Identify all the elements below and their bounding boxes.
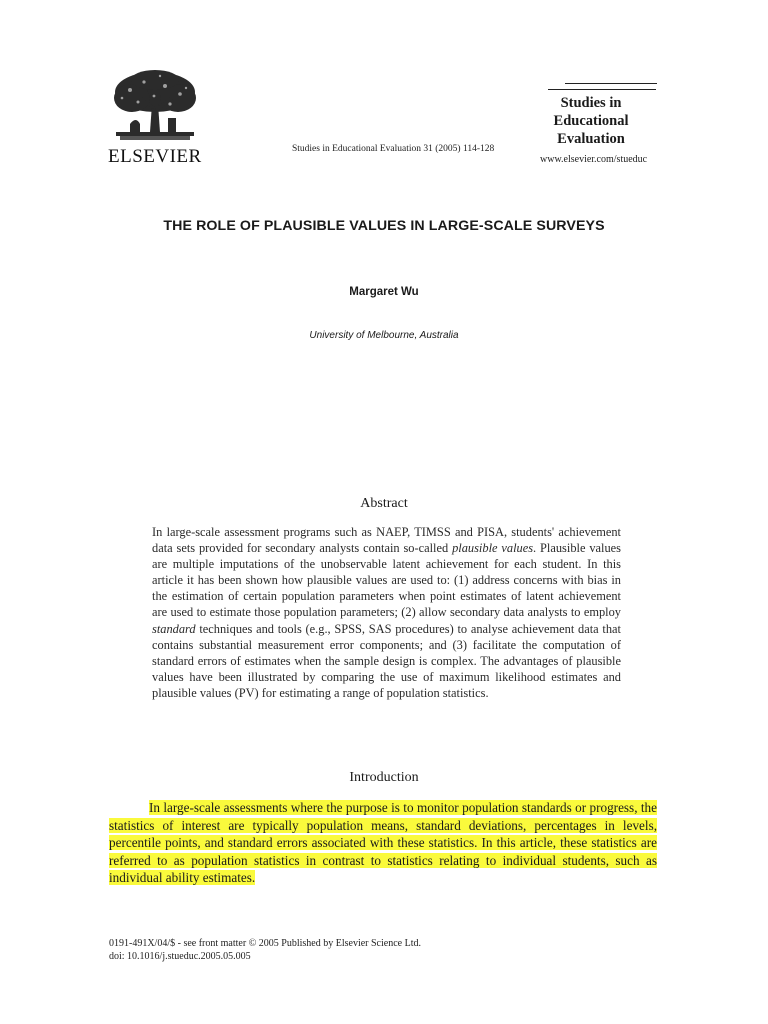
journal-box-title: Studies in Educational Evaluation bbox=[553, 95, 629, 147]
abstract-body bbox=[152, 524, 621, 701]
journal-citation: Studies in Educational Evaluation 31 (2005) 114-128 bbox=[292, 144, 495, 154]
highlighted-text[interactable]: In large-scale assessments where the purpose is to monitor population standards or progress, the statistics of interest are typically population means, standard deviations, percentages in levels, percentile points, and standard errors associated with these statistics. In this article, these statistics are referred to as population statistics in contrast to statistics relating to individual students, such as individual ability estimates. bbox=[109, 800, 657, 885]
article-title: THE ROLE OF PLAUSIBLE VALUES IN LARGE-SCALE SURVEYS bbox=[163, 218, 605, 234]
abstract-italic-term: standard bbox=[152, 621, 196, 636]
abstract-text: . Plausible values are multiple imputations of the unobservable latent achievement for each student. In this article it has been shown how plausible values are used to: (1) address concerns with bias in the estimation of certain population parameters when point estimates of latent achievement are used to estimate those population parameters; (2) allow secondary data analysts to employ bbox=[152, 541, 621, 620]
publisher-name: ELSEVIER bbox=[108, 146, 202, 167]
elsevier-tree-logo bbox=[110, 68, 200, 142]
abstract-text: techniques and tools (e.g., SPSS, SAS procedures) to analyse achievement data that contains substantial measurement error components; and (3) facilitate the computation of standard errors of estimates when the sample design is complex. The advantages of plausible values have been illustrated by comparing the use of maximum likelihood estimates and plausible values (PV) for estimating a range of population statistics. bbox=[152, 621, 621, 700]
copyright-line: 0191-491X/04/$ - see front matter © 2005 Published by Elsevier Science Ltd. bbox=[109, 938, 421, 949]
journal-box-rule bbox=[565, 83, 657, 84]
article-author: Margaret Wu bbox=[349, 286, 419, 298]
abstract-italic-term: plausible values bbox=[452, 541, 534, 556]
doi-line: doi: 10.1016/j.stueduc.2005.05.005 bbox=[109, 951, 251, 962]
author-affiliation: University of Melbourne, Australia bbox=[309, 330, 459, 341]
journal-box-rule bbox=[548, 89, 656, 90]
introduction-paragraph bbox=[109, 799, 657, 887]
journal-url[interactable]: www.elsevier.com/stueduc bbox=[540, 154, 648, 165]
introduction-heading: Introduction bbox=[349, 770, 419, 785]
abstract-text: In large-scale assessment programs such as NAEP, TIMSS and PISA, students' achievement data sets provided for secondary analysts contain so-called bbox=[152, 525, 621, 556]
abstract-heading: Abstract bbox=[360, 496, 408, 511]
